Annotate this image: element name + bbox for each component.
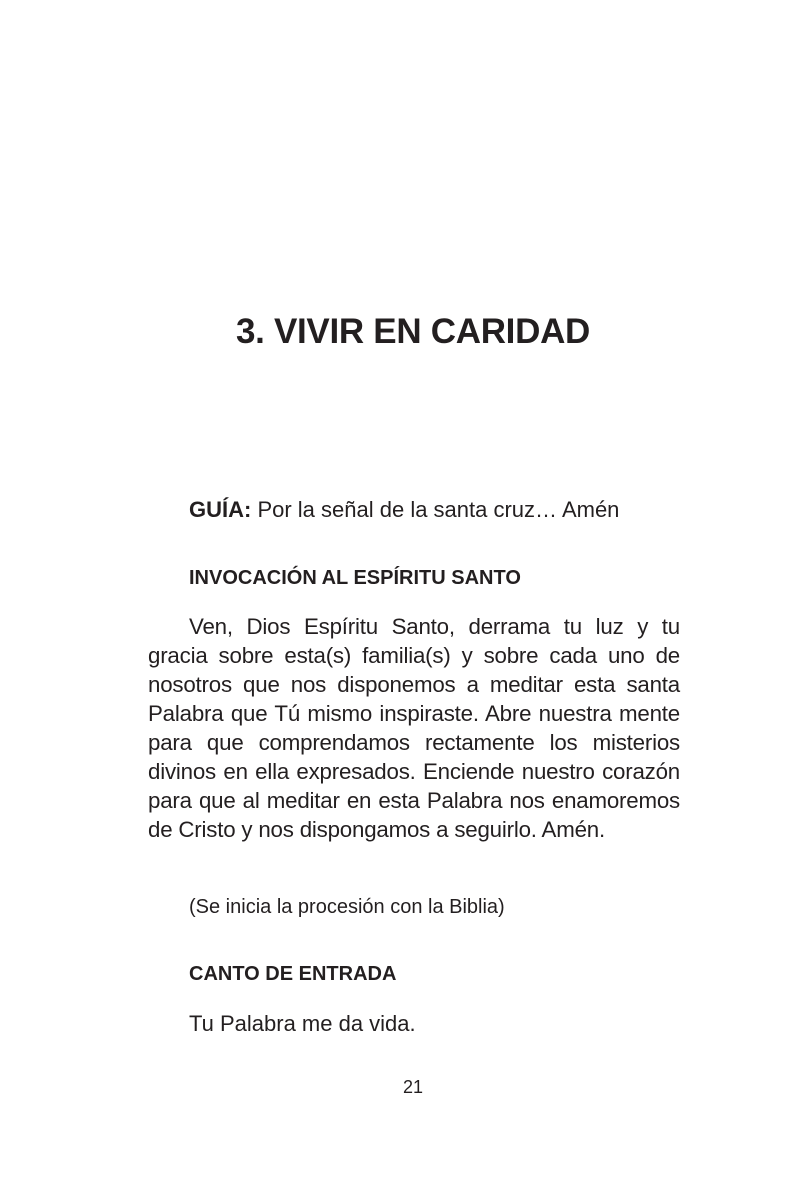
invocacion-prayer: Ven, Dios Espíritu Santo, derrama tu luz y tu gracia sobre esta(s) familia(s) y sobre cada uno de nosotros que nos disponemos a meditar esta santa Palabra que Tú mismo inspiraste. Abre nuestra mente para que comprendamos rectamente los misterios divinos en ella expresados. Enciende nuestro corazón para que al meditar en esta Palabra nos enamoremos de Cristo y nos dispongamos a seguirlo. Amén.: [148, 614, 680, 842]
page-number: 21: [402, 1077, 424, 1097]
guia-text: Por la señal de la santa cruz… Amén: [251, 497, 620, 522]
guia-label: GUÍA:: [189, 497, 252, 522]
invocacion-heading: INVOCACIÓN AL ESPÍRITU SANTO: [189, 567, 521, 589]
canto-entrada-text: Tu Palabra me da vida.: [189, 1011, 416, 1036]
guia-line: [189, 497, 619, 523]
procession-note: (Se inicia la procesión con la Biblia): [189, 896, 505, 918]
canto-entrada-heading: CANTO DE ENTRADA: [189, 963, 397, 985]
chapter-title: 3. VIVIR EN CARIDAD: [235, 312, 591, 351]
